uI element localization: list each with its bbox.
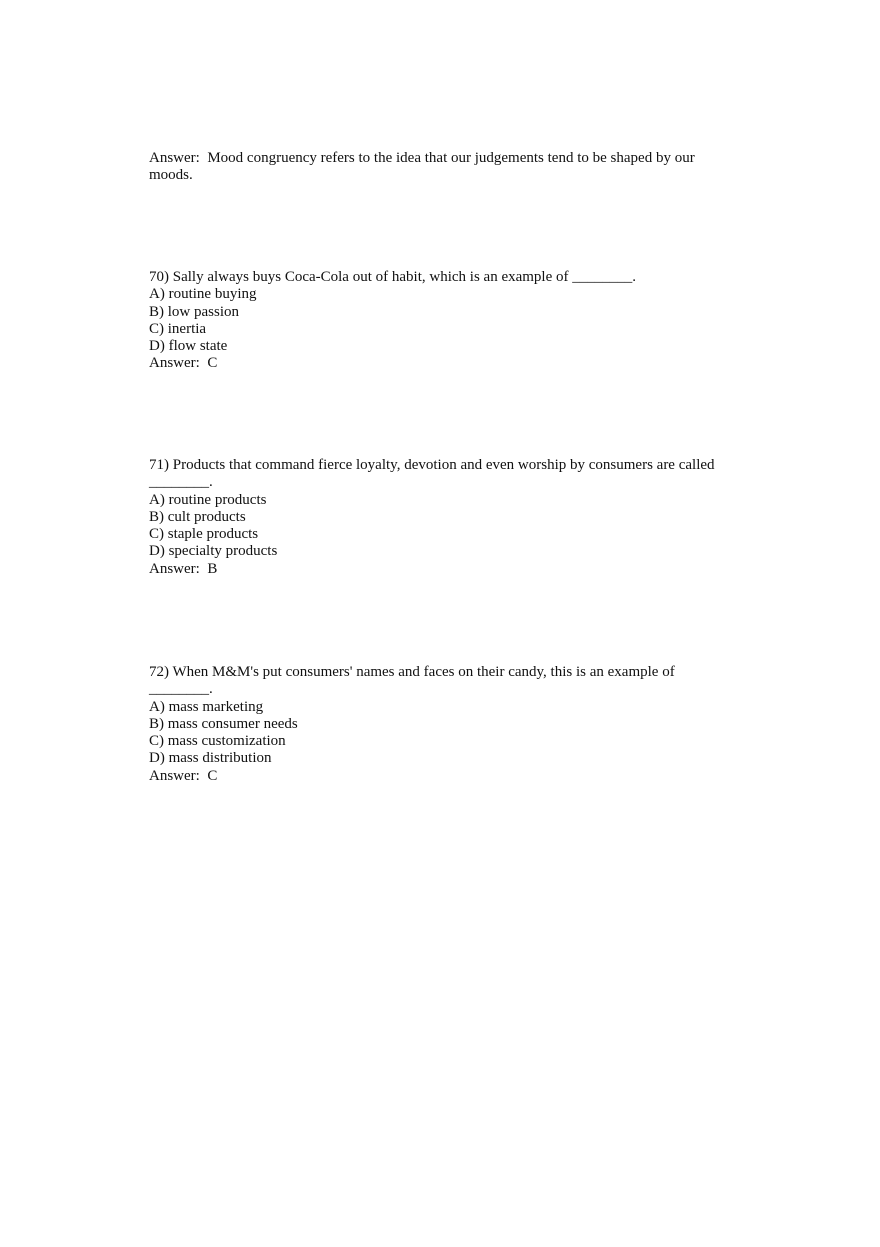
option-d: D) specialty products: [149, 543, 278, 560]
option-b: B) mass consumer needs: [149, 715, 298, 732]
previous-answer: [149, 150, 695, 185]
question-blank: ________.: [149, 681, 213, 698]
question-70: [149, 269, 636, 373]
answer: Answer: B: [149, 560, 218, 577]
option-c: C) inertia: [149, 320, 207, 337]
question-stem: 70) Sally always buys Coca-Cola out of habit, which is an example of ________.: [149, 269, 636, 285]
option-b: B) cult products: [149, 508, 246, 525]
question-72: [149, 664, 675, 785]
option-d: D) mass distribution: [149, 750, 272, 767]
question-stem: 71) Products that command fierce loyalty, devotion and even worship by consumers are called: [149, 457, 715, 473]
answer-text: moods.: [149, 167, 193, 184]
option-c: C) staple products: [149, 526, 259, 543]
question-71: [149, 457, 715, 578]
option-b: B) low passion: [149, 303, 239, 320]
answer-text: Answer: Mood congruency refers to the idea that our judgements tend to be shaped by our: [149, 150, 695, 166]
option-d: D) flow state: [149, 338, 228, 355]
question-blank: ________.: [149, 474, 213, 491]
option-a: A) routine buying: [149, 286, 257, 303]
question-stem: 72) When M&M's put consumers' names and faces on their candy, this is an example of: [149, 664, 675, 680]
answer: Answer: C: [149, 355, 218, 372]
option-a: A) routine products: [149, 491, 267, 508]
answer: Answer: C: [149, 767, 218, 784]
option-a: A) mass marketing: [149, 698, 264, 715]
option-c: C) mass customization: [149, 733, 286, 750]
